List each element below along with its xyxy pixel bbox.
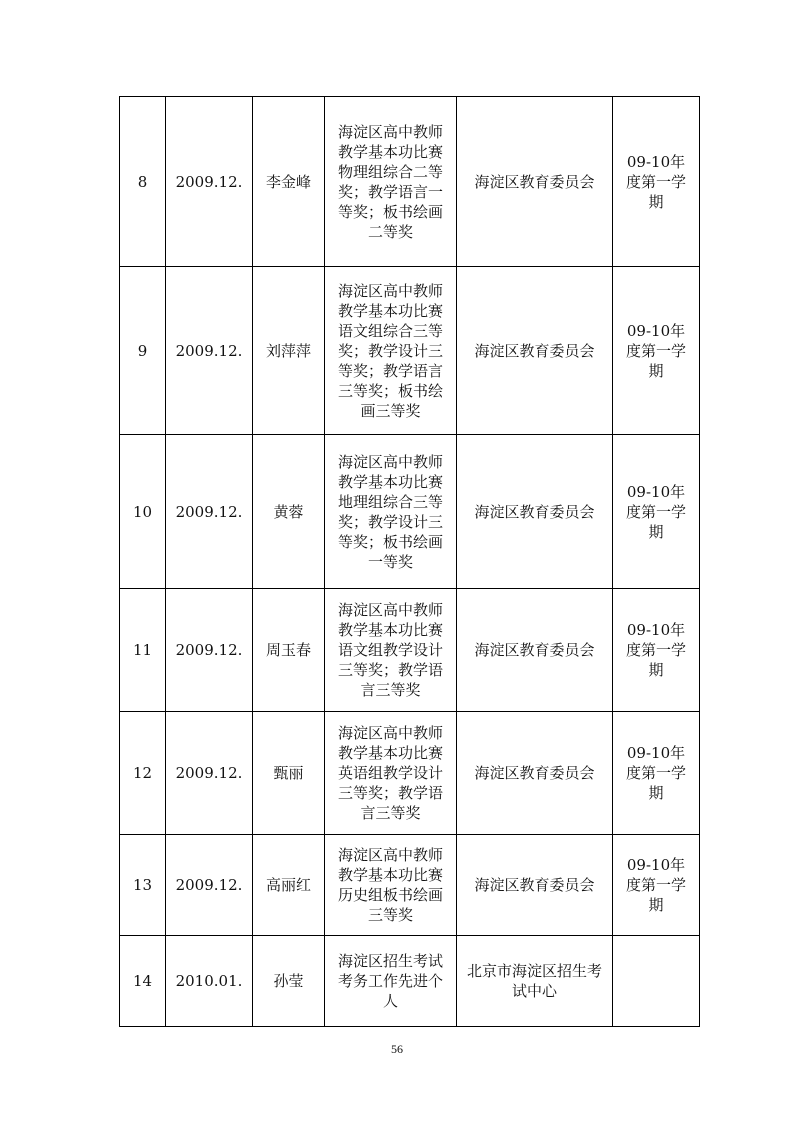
award-date: 2009.12.	[166, 835, 253, 936]
award-date: 2009.12.	[166, 97, 253, 267]
table-row	[120, 589, 700, 712]
award-date: 2009.12.	[166, 435, 253, 589]
table-row	[120, 97, 700, 267]
teacher-name: 孙莹	[253, 936, 325, 1027]
awarding-organization: 海淀区教育委员会	[457, 267, 613, 435]
page-number: 56	[391, 1042, 403, 1056]
awarding-organization: 海淀区教育委员会	[457, 712, 613, 835]
award-description: 海淀区高中教师教学基本功比赛语文组教学设计三等奖；教学语言三等奖	[325, 589, 457, 712]
award-date: 2010.01.	[166, 936, 253, 1027]
row-number: 9	[120, 267, 166, 435]
table-row	[120, 936, 700, 1027]
academic-term	[613, 936, 700, 1027]
academic-term: 09-10年度第一学期	[613, 589, 700, 712]
row-number: 10	[120, 435, 166, 589]
table-row	[120, 835, 700, 936]
academic-term: 09-10年度第一学期	[613, 267, 700, 435]
award-description: 海淀区高中教师教学基本功比赛英语组教学设计三等奖；教学语言三等奖	[325, 712, 457, 835]
row-number: 11	[120, 589, 166, 712]
awarding-organization: 海淀区教育委员会	[457, 97, 613, 267]
teacher-name: 李金峰	[253, 97, 325, 267]
award-description: 海淀区高中教师教学基本功比赛地理组综合三等奖；教学设计三等奖；板书绘画一等奖	[325, 435, 457, 589]
award-date: 2009.12.	[166, 267, 253, 435]
academic-term: 09-10年度第一学期	[613, 97, 700, 267]
awarding-organization: 北京市海淀区招生考试中心	[457, 936, 613, 1027]
teacher-name: 黄蓉	[253, 435, 325, 589]
award-description: 海淀区高中教师教学基本功比赛物理组综合二等奖；教学语言一等奖；板书绘画二等奖	[325, 97, 457, 267]
table-row	[120, 435, 700, 589]
awarding-organization: 海淀区教育委员会	[457, 835, 613, 936]
award-date: 2009.12.	[166, 589, 253, 712]
awarding-organization: 海淀区教育委员会	[457, 435, 613, 589]
award-description: 海淀区招生考试考务工作先进个人	[325, 936, 457, 1027]
academic-term: 09-10年度第一学期	[613, 835, 700, 936]
row-number: 12	[120, 712, 166, 835]
award-description: 海淀区高中教师教学基本功比赛语文组综合三等奖；教学设计三等奖；教学语言三等奖；板书绘画三等奖	[325, 267, 457, 435]
award-description: 海淀区高中教师教学基本功比赛历史组板书绘画三等奖	[325, 835, 457, 936]
awarding-organization: 海淀区教育委员会	[457, 589, 613, 712]
award-date: 2009.12.	[166, 712, 253, 835]
teacher-name: 周玉春	[253, 589, 325, 712]
teacher-name: 高丽红	[253, 835, 325, 936]
awards-table	[119, 96, 700, 1027]
teacher-name: 刘萍萍	[253, 267, 325, 435]
row-number: 8	[120, 97, 166, 267]
row-number: 14	[120, 936, 166, 1027]
academic-term: 09-10年度第一学期	[613, 712, 700, 835]
row-number: 13	[120, 835, 166, 936]
table-row	[120, 267, 700, 435]
table-row	[120, 712, 700, 835]
academic-term: 09-10年度第一学期	[613, 435, 700, 589]
teacher-name: 甄丽	[253, 712, 325, 835]
